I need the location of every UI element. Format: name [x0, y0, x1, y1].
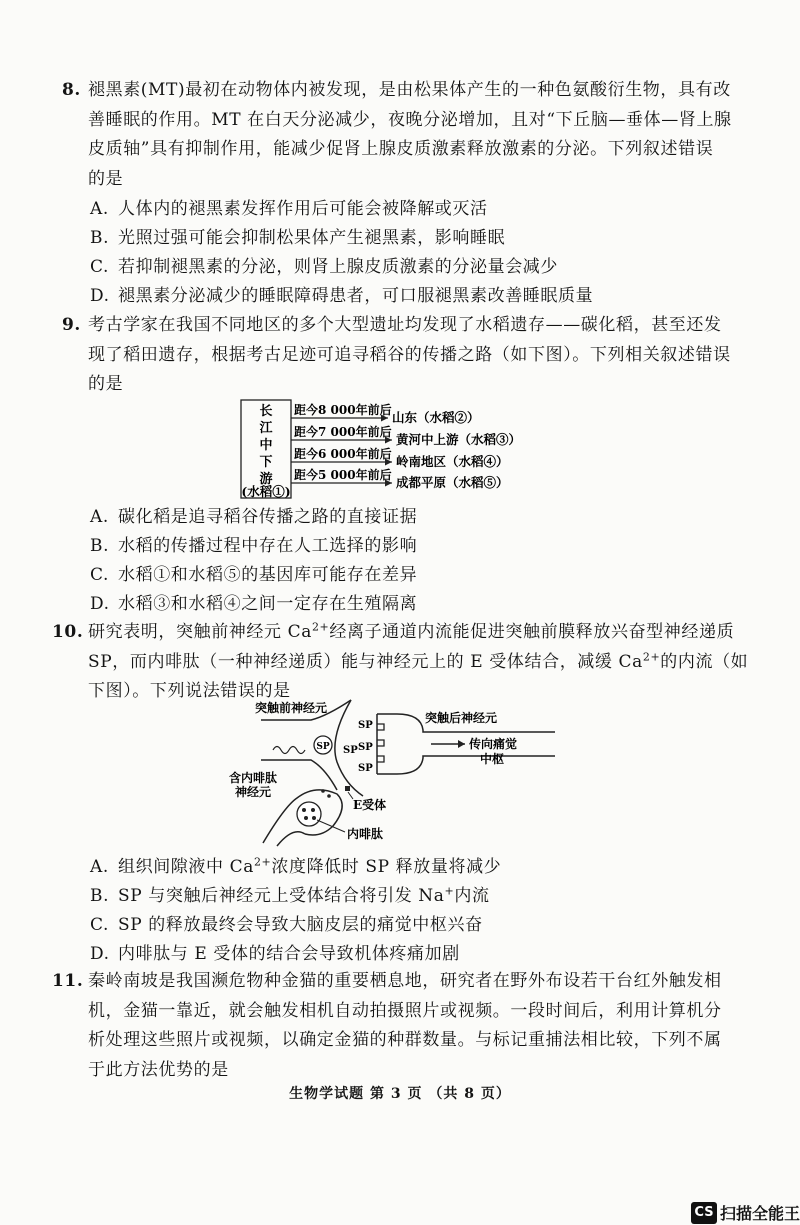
question-number: 10. [52, 622, 84, 642]
option-a: A. 人体内的褪黑素发挥作用后可能会被降解或灭活 [90, 199, 488, 219]
question-number: 8. [62, 80, 81, 100]
svg-text:距今6 000年前后: 距今6 000年前后 [294, 447, 392, 461]
camscanner-logo-icon: CS [691, 1202, 717, 1224]
svg-text:山东（水稻②）: 山东（水稻②） [392, 410, 480, 425]
question-stem-line: 褪黑素(MT)最初在动物体内被发现，是由松果体产生的一种色氨酸衍生物，具有改 [88, 80, 731, 100]
svg-text:神经元: 神经元 [235, 785, 272, 799]
question-stem-line: 现了稻田遗存，根据考古足迹可追寻稻谷的传播之路（如下图）。下列相关叙述错误 [88, 344, 731, 365]
question-stem-line: 的是 [88, 168, 124, 189]
option-d: D. 水稻③和水稻④之间一定存在生殖隔离 [90, 594, 418, 614]
question-number: 11. [52, 971, 84, 991]
question-number: 9. [62, 315, 81, 335]
option-b: B. 光照过强可能会抑制松果体产生褪黑素，影响睡眠 [90, 228, 506, 248]
origin-char: 下 [259, 455, 273, 470]
question-stem-line: 的是 [88, 374, 124, 394]
question-9 [62, 311, 788, 400]
route-2 [291, 424, 521, 447]
scanner-watermark [691, 1200, 800, 1225]
svg-text:成都平原（水稻⑤）: 成都平原（水稻⑤） [396, 475, 509, 490]
option-b: B. 水稻的传播过程中存在人工选择的影响 [90, 536, 418, 556]
option-a: A. 碳化稻是追寻稻谷传播之路的直接证据 [90, 507, 418, 527]
route-4 [291, 467, 509, 490]
rice-spread-diagram [230, 398, 530, 502]
origin-char: 游 [259, 472, 273, 487]
question-11 [52, 967, 788, 1085]
svg-text:含内啡肽: 含内啡肽 [229, 771, 278, 785]
question-stem-line: 下图）。下列说法错误的是 [88, 681, 291, 701]
option-d: D. 褪黑素分泌减少的睡眠障碍患者，可口服褪黑素改善睡眠质量 [90, 286, 594, 306]
question-stem-line: 皮质轴”具有抑制作用，能减少促肾上腺皮质激素释放激素的分泌。下列叙述错误 [88, 139, 714, 159]
svg-text:黄河中上游（水稻③）: 黄河中上游（水稻③） [396, 432, 522, 447]
svg-text:SP: SP [358, 763, 373, 774]
option-c: C. SP 的释放最终会导致大脑皮层的痛觉中枢兴奋 [90, 915, 483, 935]
option-c: C. 水稻①和水稻⑤的基因库可能存在差异 [90, 565, 418, 585]
svg-text:突触后神经元: 突触后神经元 [425, 711, 498, 725]
option-d: D. 内啡肽与 E 受体的结合会导致机体疼痛加剧 [90, 944, 460, 964]
synapse-diagram [225, 698, 555, 848]
origin-char: 中 [259, 438, 273, 453]
svg-text:SP: SP [358, 720, 373, 731]
question-stem-line: 善睡眠的作用。MT 在白天分泌减少，夜晚分泌增加，且对“下丘脑—垂体—肾上腺 [88, 109, 732, 130]
svg-text:突触前神经元: 突触前神经元 [255, 701, 328, 715]
svg-text:岭南地区（水稻④）: 岭南地区（水稻④） [396, 454, 509, 469]
svg-text:中枢: 中枢 [480, 752, 505, 766]
arrow-icon [458, 740, 465, 748]
svg-text:SP: SP [343, 745, 358, 756]
watermark-text: 扫描全能王 [719, 1204, 800, 1223]
origin-char: 长 [259, 404, 273, 419]
svg-text:SP: SP [316, 742, 330, 752]
page-footer: 生物学试题 第 3 页 （共 8 页） [289, 1086, 511, 1102]
question-10: 10. 研究表明，突触前神经元 $Ca^{2+}$经离子通道内流能促进突触前膜释放兴奋型神经递质 SP，而内啡肽（一种神经递质）能与神经元上的 E 受体结合，减缓 $Ca^{2+}$的内流（如 下图）。下列说法错误的是 [88, 618, 788, 707]
question-stem-line: 秦岭南坡是我国濒危物种金猫的重要栖息地，研究者在野外布设若干台红外触发相 [88, 971, 722, 991]
route-3 [291, 446, 509, 469]
origin-note: (水稻①) [241, 484, 291, 499]
question-stem-line: 考古学家在我国不同地区的多个大型遗址均发现了水稻遗存——碳化稻，甚至还发 [88, 315, 722, 335]
svg-text:距今7 000年前后: 距今7 000年前后 [294, 425, 392, 439]
svg-text:内啡肽: 内啡肽 [347, 827, 384, 841]
origin-char: 江 [259, 421, 273, 436]
svg-text:传向痛觉: 传向痛觉 [469, 737, 518, 751]
question-8 [62, 76, 788, 194]
svg-text:SP: SP [358, 742, 373, 753]
question-stem-line: 于此方法优势的是 [88, 1059, 229, 1080]
svg-text:距今8 000年前后: 距今8 000年前后 [294, 403, 392, 417]
option-c: C. 若抑制褪黑素的分泌，则肾上腺皮质激素的分泌量会减少 [90, 257, 558, 277]
svg-text:E受体: E受体 [353, 798, 387, 812]
svg-text:距今5 000年前后: 距今5 000年前后 [294, 468, 392, 482]
option-a: A. 组织间隙液中 $Ca^{2+}$浓度降低时 SP 释放量将减少 [90, 855, 502, 877]
option-b: B. SP 与突触后神经元上受体结合将引发 Na+内流 [90, 884, 490, 906]
question-stem-line: 机，金猫一靠近，就会触发相机自动拍摄照片或视频。一段时间后，利用计算机分 [88, 1000, 722, 1021]
route-1 [291, 402, 480, 425]
question-stem-line: 析处理这些照片或视频，以确定金猫的种群数量。与标记重捕法相比较，下列不属 [88, 1030, 722, 1050]
